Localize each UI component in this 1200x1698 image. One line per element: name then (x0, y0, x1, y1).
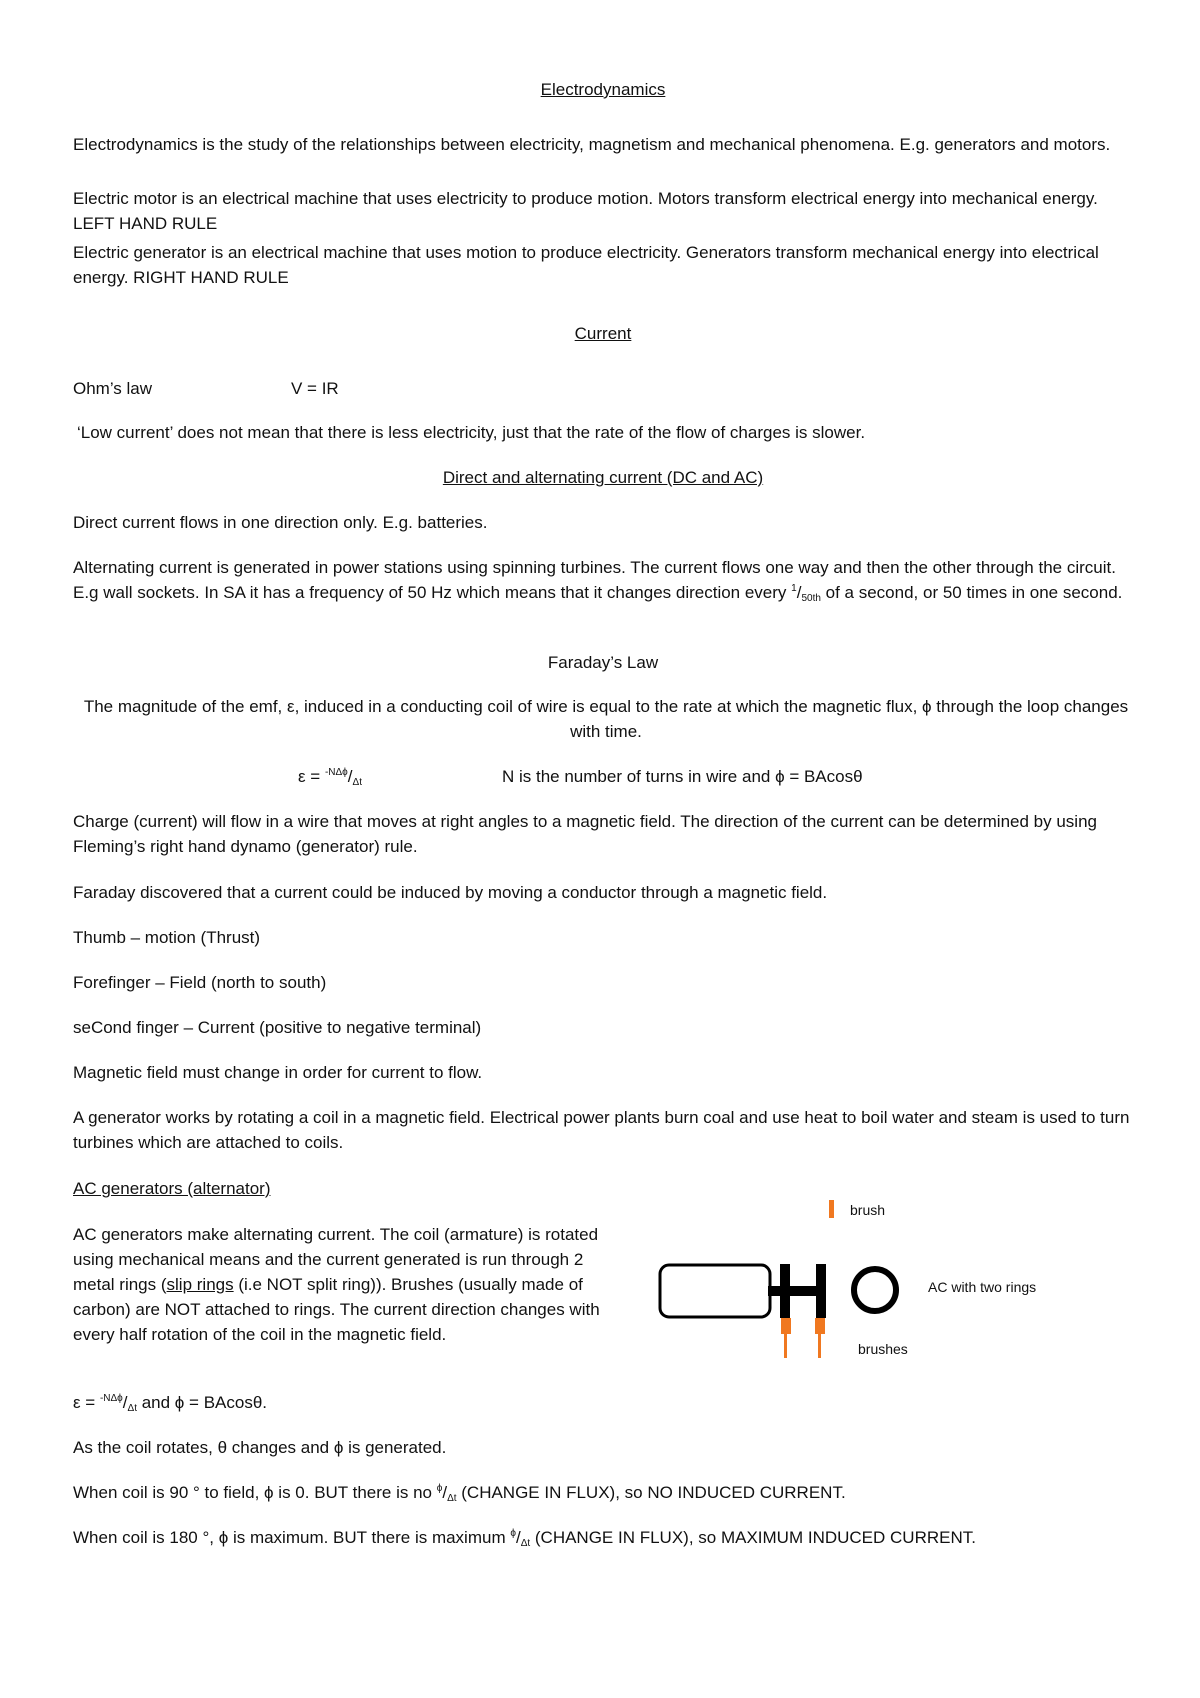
ohms-law-line (73, 376, 1133, 401)
ohms-law-label: Ohm’s law (73, 379, 153, 398)
oneeighty-frac-num: ϕ (510, 1528, 516, 1539)
oneeighty-degree-line: When coil is 180 °, ϕ is maximum. BUT there is maximum $^\phi/_{\Delta t}$ (CHANGE IN FLUX), so MAXIMUM INDUCED CURRENT. (73, 1528, 976, 1549)
ac-gen-eq-num: -NΔϕ (99, 1393, 123, 1404)
oneeighty-frac-den: Δt (520, 1538, 531, 1549)
ac-generators-heading-text: AC generators (alternator) (73, 1179, 271, 1198)
faraday-eq-den: Δt (352, 777, 362, 788)
ac-text-before: Alternating current is generated in power stations using spinning turbines. The current flows one way and then the other through the circuit. E.g wall sockets. In SA it has a frequency of 50 Hz which means that it changes direction every (73, 558, 1116, 602)
brush-2-head (815, 1318, 825, 1334)
brush-label: brush (850, 1202, 886, 1218)
ac-two-rings-label: AC with two rings (928, 1279, 1037, 1295)
coil-body (660, 1265, 770, 1317)
dc-paragraph: Direct current flows in one direction only. E.g. batteries. (73, 513, 488, 532)
ninety-text-after: (CHANGE IN FLUX), so NO INDUCED CURRENT. (456, 1483, 846, 1502)
brush-2-lead (818, 1334, 821, 1358)
faraday-eq-note: N is the number of turns in wire and ϕ = BAcosθ (502, 767, 863, 786)
ac-text-after: of a second, or 50 times in one second. (820, 583, 1123, 602)
ac-gen-eq-den: Δt (127, 1403, 137, 1414)
ac-generators-paragraph (73, 1222, 618, 1347)
faraday-eq-num: -NΔϕ (324, 767, 348, 778)
ac-frac-num: 1 (791, 583, 797, 594)
oneeighty-text-before: When coil is 180 °, ϕ is maximum. BUT there is maximum (73, 1528, 511, 1547)
dcac-heading-text: Direct and alternating current (DC and AC) (442, 468, 764, 487)
slip-rings-term: slip rings (166, 1275, 234, 1294)
magnetic-field-note: Magnetic field must change in order for current to flow. (73, 1063, 483, 1082)
ac-paragraph: Alternating current is generated in power stations using spinning turbines. The current flows one way and then the other through the circuit. E.g wall sockets. In SA it has a frequency of 50 Hz which means that it changes direction every $^1/_{50th}$ of a second, or 50 times in one second. (73, 558, 1123, 604)
ac-gen-eq-rest: and ϕ = BAcosθ. (137, 1393, 268, 1412)
thumb-rule: Thumb – motion (Thrust) (73, 928, 261, 947)
intro-paragraph-3: Electric generator is an electrical machine that uses motion to produce electricity. Generators transform mechanical energy into electrical energy. RIGHT HAND RULE (73, 243, 1099, 287)
faraday-discovered: Faraday discovered that a current could be induced by moving a conductor through a magnetic field. (73, 883, 828, 902)
ac-gen-equation: $\varepsilon = ^{-N\Delta\phi}/_{\Delta t}$ and ϕ = BAcosθ. (73, 1393, 268, 1414)
coil-rotates-line: As the coil rotates, θ changes and ϕ is generated. (73, 1438, 447, 1457)
ninety-frac-num: ϕ (436, 1483, 443, 1494)
brush-1-lead (784, 1334, 787, 1358)
brush-legend-swatch (829, 1200, 834, 1218)
ac-generators-heading (73, 1176, 1133, 1201)
second-finger-rule: seCond finger – Current (positive to negative terminal) (73, 1018, 482, 1037)
ninety-degree-line: When coil is 90 ° to field, ϕ is 0. BUT there is no $^\phi/_{\Delta t}$ (CHANGE IN FLUX), so NO INDUCED CURRENT. (73, 1483, 846, 1504)
ninety-frac-den: Δt (447, 1493, 457, 1504)
doc-title (73, 77, 1133, 102)
ninety-text-before: When coil is 90 ° to field, ϕ is 0. BUT there is no (73, 1483, 437, 1502)
faraday-heading: Faraday’s Law (547, 653, 659, 672)
ac-generator-diagram (650, 1200, 1090, 1380)
generator-paragraph: A generator works by rotating a coil in a magnetic field. Electrical power plants burn coal and use heat to boil water and steam is used to turn turbines which are attached to coils. (73, 1108, 1130, 1152)
faraday-eq-lhs: ε = (298, 767, 325, 786)
oneeighty-text-after: (CHANGE IN FLUX), so MAXIMUM INDUCED CURRENT. (530, 1528, 976, 1547)
current-heading-text: Current (574, 324, 632, 343)
ac-frac-den: 50th (801, 593, 821, 604)
ac-gen-text-after: (i.e NOT split ring)). Brushes (usually made of carbon) are NOT attached to rings. The current direction changes with every half rotation of the coil in the magnetic field. (73, 1275, 600, 1344)
brush-1-head (781, 1318, 791, 1334)
charge-paragraph: Charge (current) will flow in a wire that moves at right angles to a magnetic field. The direction of the current can be determined by using Fleming’s right hand dynamo (generator) rule. (73, 812, 1097, 856)
title-text: Electrodynamics (540, 80, 666, 99)
dcac-heading (73, 465, 1133, 490)
ohms-law-formula: V = IR (291, 379, 339, 398)
faraday-equation-line: $\varepsilon = ^{-N\Delta\phi}/_{\Delta t}$ N is the number of turns in wire and ϕ = BAcosθ (298, 767, 863, 788)
intro-paragraph-1: Electrodynamics is the study of the relationships between electricity, magnetism and mechanical phenomena. E.g. generators and motors. (73, 135, 1111, 154)
low-current-note: ‘Low current’ does not mean that there is less electricity, just that the rate of the flow of charges is slower. (77, 423, 866, 442)
slip-ring-2 (816, 1264, 826, 1318)
intro-paragraph-2: Electric motor is an electrical machine that uses electricity to produce motion. Motors transform electrical energy into mechanical energy. LEFT HAND RULE (73, 189, 1098, 233)
faraday-statement: The magnitude of the emf, ε, induced in a conducting coil of wire is equal to the rate at which the magnetic flux, ϕ through the loop changes with time. (83, 697, 1129, 741)
slip-ring-1 (780, 1264, 790, 1318)
forefinger-rule: Forefinger – Field (north to south) (73, 973, 327, 992)
ac-gen-eq-lhs: ε = (73, 1393, 100, 1412)
brushes-label: brushes (858, 1341, 908, 1357)
current-heading (73, 321, 1133, 346)
shaft (768, 1286, 823, 1296)
ac-gen-text-before: AC generators make alternating current. The coil (armature) is rotated using mechanical means and the current generated is run through 2 metal rings ( (73, 1225, 599, 1294)
ring-end-view (854, 1269, 896, 1311)
